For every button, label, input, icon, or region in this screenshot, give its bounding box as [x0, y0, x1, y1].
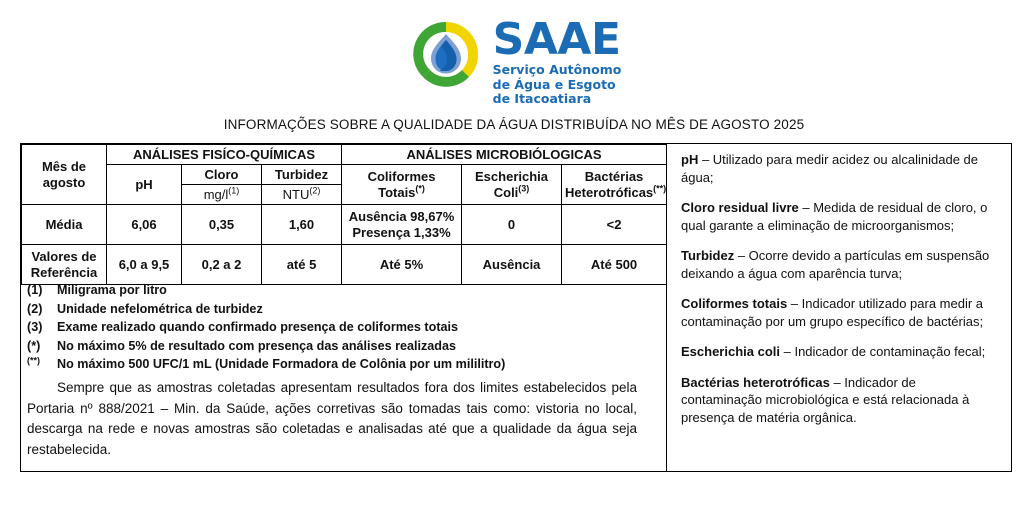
corner-label-line-2: agosto	[42, 174, 86, 190]
logo-subtitle-line-2: de Água e Esgoto	[492, 76, 616, 92]
table-row	[22, 245, 667, 285]
footnote-item	[27, 300, 663, 319]
table-header-row-groups	[22, 145, 667, 165]
glossary-definition: – Indicador de contaminação microbiológica e está relacionada à presença de matéria orgânica.	[681, 374, 970, 425]
col-header-ecoli-line-2: Coli$^{(3)}$	[493, 183, 530, 200]
logo-subtitle-line-1: Serviço Autônomo	[492, 62, 622, 77]
glossary-definition: – Indicador utilizado para medir a contaminação por um grupo específico de bactérias;	[681, 296, 984, 329]
glossary-term: Coliformes totais	[681, 296, 788, 311]
row-label-ref-line-2: Referência	[30, 264, 98, 280]
cell-media-bacterias: <2	[562, 205, 667, 245]
cell-media-ph: 6,06	[107, 205, 182, 245]
footnote-item	[27, 355, 663, 376]
water-quality-table	[21, 144, 667, 285]
col-header-ecoli-sup: (3)	[518, 183, 530, 194]
col-unit-turbidez: NTU$^{(2)}$	[262, 185, 342, 205]
footnote-mark: (**)	[27, 355, 40, 366]
corrective-actions-paragraph: Sempre que as amostras coletadas apresentam resultados fora dos limites estabelecidos pela Portaria nº 888/2021 – Min. da Saúde, ações corretivas são tomadas tais como: vistoria no local, descarga na rede e novas amostras são coletadas e analisadas até que a qualidade da água seja restabelecida.	[27, 380, 637, 457]
saae-logo-ring-icon	[407, 16, 485, 100]
col-header-bacterias-line-1: Bactérias	[584, 168, 644, 184]
cell-media-turbidez: 1,60	[262, 205, 342, 245]
col-unit-cloro: $mg/l^{(1)}$	[182, 185, 262, 205]
footnote-item	[27, 318, 663, 337]
row-label-ref-line-1: Valores de	[31, 248, 97, 264]
group-header-microbiologicas: ANÁLISES MICROBIÓLOGICAS	[342, 145, 667, 165]
cell-media-coliformes	[342, 205, 462, 245]
glossary-definition: – Utilizado para medir acidez ou alcalinidade de água;	[681, 152, 979, 185]
cell-ref-bacterias: Até 500	[562, 245, 667, 285]
cell-ref-cloro: 0,2 a 2	[182, 245, 262, 285]
footnote-item	[27, 337, 663, 356]
col-header-ph: pH	[107, 165, 182, 205]
footnote-item	[27, 281, 663, 300]
glossary-item-ph	[681, 151, 999, 186]
logo-subtitle	[493, 63, 622, 107]
corner-label-line-1: Mês de	[41, 158, 87, 174]
col-header-escherichia-coli	[462, 165, 562, 205]
footnote-mark: (3)	[27, 320, 43, 334]
table-header-row-names	[22, 165, 667, 185]
glossary-item-coliformes-totais	[681, 295, 999, 330]
cell-media-coliformes-line-2: Presença 1,33%	[352, 224, 451, 240]
col-header-bacterias-line-2: Heterotróficas(**)	[565, 183, 667, 200]
glossary-panel	[666, 144, 1011, 471]
logo-subtitle-line-3: de Itacoatiara	[492, 91, 592, 106]
footnote-mark: (2)	[27, 301, 43, 316]
col-header-bacterias-sup: (**)	[653, 183, 667, 194]
glossary-term: Cloro residual livre	[681, 200, 799, 215]
glossary-term: Turbidez	[681, 248, 735, 263]
content-frame	[20, 143, 1012, 472]
glossary-definition: – Ocorre devido a partículas em suspensão deixando a água com aparência turva;	[681, 248, 990, 281]
col-header-turbidez: Turbidez	[262, 165, 342, 185]
corner-label	[22, 145, 107, 205]
saae-logo	[0, 16, 1028, 107]
row-label-valores-referencia	[22, 245, 107, 285]
glossary-term: Escherichia coli	[681, 344, 780, 359]
glossary-item-turbidez	[681, 247, 999, 282]
page-title: INFORMAÇÕES SOBRE A QUALIDADE DA ÁGUA DISTRIBUÍDA NO MÊS DE AGOSTO 2025	[223, 117, 805, 132]
footnotes-list	[27, 281, 663, 376]
cell-media-coliformes-line-1: Ausência 98,67%	[348, 208, 455, 224]
footnote-mark: (1)	[27, 283, 43, 297]
cell-ref-ecoli: Ausência	[462, 245, 562, 285]
glossary-item-bacterias-heterotroficas	[681, 374, 999, 427]
col-header-ecoli-line-1: Escherichia	[475, 168, 549, 184]
left-column	[21, 144, 666, 471]
col-header-coliformes-totais	[342, 165, 462, 205]
footnote-mark: (*)	[27, 338, 41, 353]
table-row	[22, 205, 667, 245]
footnote-text: Exame realizado quando confirmado presença de coliformes totais	[57, 320, 459, 334]
footnote-text: No máximo 5% de resultado com presença das análises realizadas	[57, 338, 456, 353]
col-header-coliformes-line-1: Coliformes	[367, 168, 436, 184]
group-header-physico-quimicas: ANÁLISES FISÍCO-QUÍMICAS	[107, 145, 342, 165]
glossary-definition: – Indicador de contaminação fecal;	[780, 344, 986, 359]
col-header-bacterias-heterotroficas	[562, 165, 667, 205]
cell-media-ecoli: 0	[462, 205, 562, 245]
glossary-term: pH	[681, 152, 699, 167]
cell-ref-turbidez: até 5	[262, 245, 342, 285]
row-label-media: Média	[22, 205, 107, 245]
footnote-text: Miligrama por litro	[57, 283, 167, 297]
footnote-text: No máximo 500 UFC/1 mL (Unidade Formadora de Colônia por um mililitro)	[57, 357, 506, 371]
glossary-definition: – Medida de residual de cloro, o qual garante a eliminação de microorganismos;	[681, 200, 988, 233]
logo-wordmark: SAAE	[492, 14, 621, 65]
glossary-term: Bactérias heterotróficas	[681, 374, 830, 390]
glossary-item-cloro-residual-livre	[681, 199, 999, 234]
footnote-text: Unidade nefelométrica de turbidez	[57, 301, 263, 316]
cell-ref-coliformes: Até 5%	[342, 245, 462, 285]
cell-media-cloro: 0,35	[182, 205, 262, 245]
col-header-coliformes-line-2: Totais(*)	[378, 183, 425, 200]
glossary-item-escherichia-coli	[681, 343, 999, 361]
col-header-coliformes-sup: (*)	[415, 183, 425, 194]
cell-ref-ph: 6,0 a 9,5	[107, 245, 182, 285]
col-header-cloro: Cloro	[182, 165, 262, 185]
